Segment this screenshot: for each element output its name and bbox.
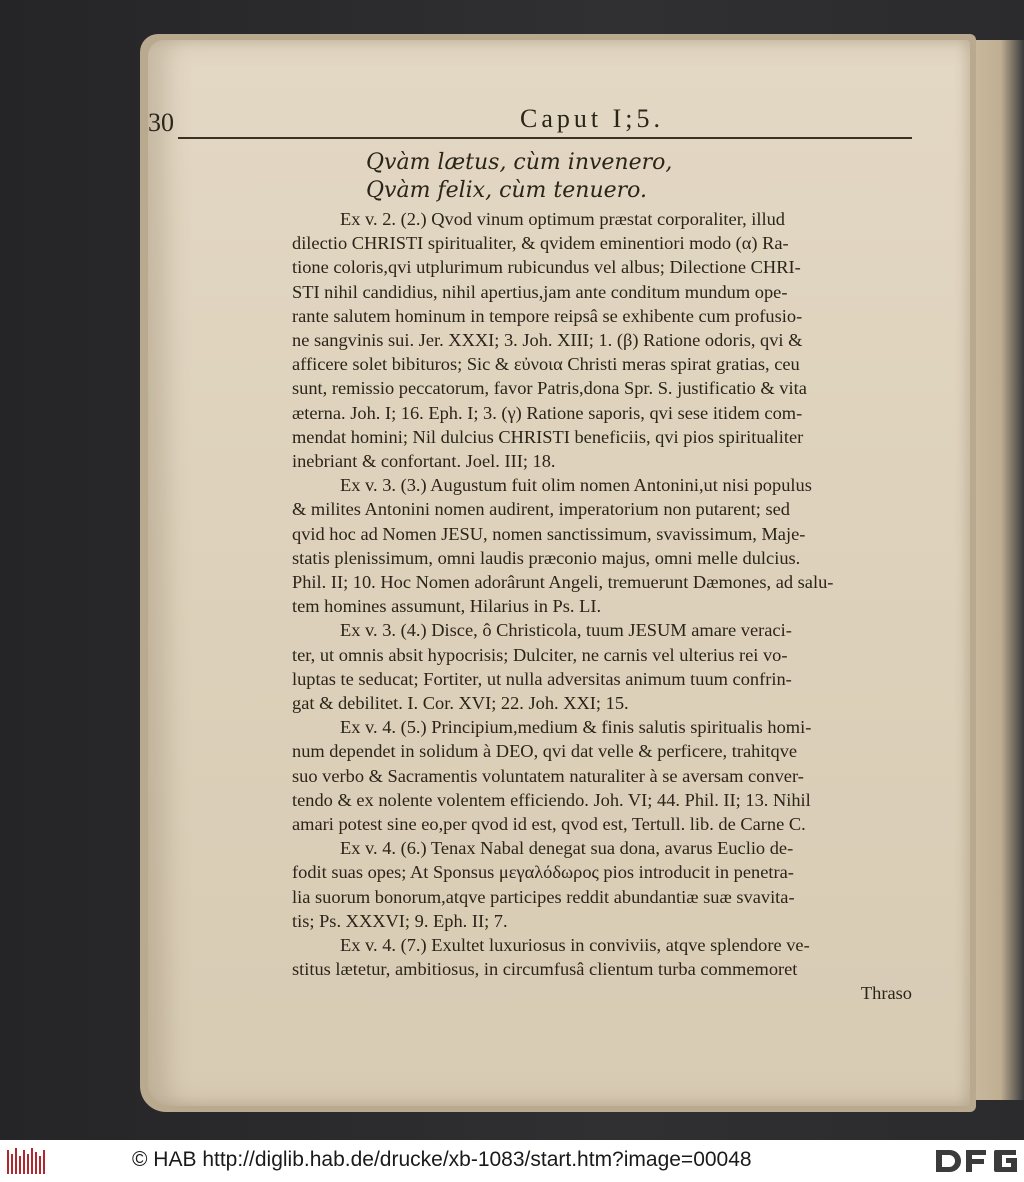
text-line: & milites Antonini nomen audirent, imperatorium non putarent; sed [292,499,790,520]
text-line: dilectio CHRISTI spiritualiter, & qvidem eminentiori modo (α) Ra- [292,233,789,254]
verse-line: Qvàm felix, cùm tenuero. [366,178,647,203]
text-line: Ex v. 4. (5.) Principium,medium & finis salutis spiritualis homi- [340,717,812,738]
text-line: tis; Ps. XXXVI; 9. Eph. II; 7. [292,910,508,931]
footer-copyright: © HAB http://diglib.hab.de/drucke/xb-1083/start.htm?image=00048 [132,1148,752,1171]
text-line: Ex v. 4. (7.) Exultet luxuriosus in conviviis, atqve splendore ve- [340,935,810,955]
text-line: ter, ut omnis absit hypocrisis; Dulciter, ne carnis vel ulterius rei vo- [292,644,788,665]
text-line: tendo & ex nolente volentem efficiendo. Joh. VI; 44. Phil. II; 13. Nihil [292,789,811,810]
text-line: inebriant & confortant. Joel. III; 18. [292,451,556,471]
text-line: tem homines assumunt, Hilarius in Ps. LI. [292,596,602,617]
dfg-logo-icon [934,1146,1018,1176]
text-line: statis plenissimum, omni laudis præconio majus, omni melle dulcius. [292,547,801,568]
text-line: Thraso [860,983,912,1004]
text-line: tione coloris,qvi utplurimum rubicundus vel albus; Dilectione CHRI- [292,257,801,278]
running-head: Caput I;5. [520,104,664,133]
text-line: STI nihil candidius, nihil apertius,jam ante conditum mundum ope- [292,281,788,302]
hab-logo-icon [6,1146,46,1176]
text-line: fodit suas opes; At Sponsus μεγαλόδωρος pios introducit in penetra- [292,862,794,883]
text-line: afficere solet bibituros; Sic & εὐνοια Christi meras spirat gratias, ceu [292,354,800,375]
text-line: Phil. II; 10. Hoc Nomen adorârunt Angeli, tremuerunt Dæmones, ad salu- [292,572,834,592]
page-number: 30 [148,108,174,137]
text-line: ne sangvinis sui. Jer. XXXI; 3. Joh. XIII; 1. (β) Ratione odoris, qvi & [292,330,803,350]
text-line: gat & debilitet. I. Cor. XVI; 22. Joh. XXI; 15. [292,693,629,713]
text-line: stitus lætetur, ambitiosus, in circumfusâ clientum turba commemoret [292,959,798,980]
footer-bar [0,1140,1024,1182]
text-line: num dependet in solidum à DEO, qvi dat velle & perficere, trahitqve [292,741,798,762]
header-rule [178,137,912,139]
text-line: qvid hoc ad Nomen JESU, nomen sanctissimum, svavissimum, Maje- [292,523,806,544]
text-line: sunt, remissio peccatorum, favor Patris,dona Spr. S. justificatio & vita [292,378,807,399]
text-line: mendat homini; Nil dulcius CHRISTI beneficiis, qvi pios spiritualiter [292,426,804,447]
text-line: lia suorum bonorum,atqve participes reddit abundantiæ suæ svavita- [292,886,795,907]
text-line: luptas te seducat; Fortiter, ut nulla adversitas animum tuum confrin- [292,668,792,689]
text-line: amari potest sine eo,per qvod id est, qvod est, Tertull. lib. de Carne C. [292,814,806,834]
text-line: Ex v. 3. (4.) Disce, ô Christicola, tuum JESUM amare veraci- [340,620,792,641]
verse-line: Qvàm lætus, cùm invenero, [366,150,673,175]
text-line: Ex v. 2. (2.) Qvod vinum optimum præstat corporaliter, illud [340,209,786,229]
text-line: æterna. Joh. I; 16. Eph. I; 3. (γ) Ratione saporis, qvi sese itidem com- [292,402,803,423]
text-line: Ex v. 4. (6.) Tenax Nabal denegat sua dona, avarus Euclio de- [340,838,794,859]
text-line: Ex v. 3. (3.) Augustum fuit olim nomen Antonini,ut nisi populus [340,475,812,496]
text-line: suo verbo & Sacramentis voluntatem naturaliter à se aversam conver- [292,765,804,786]
text-line: rante salutem hominum in tempore reipsâ se exhibente cum profusio- [292,305,803,326]
